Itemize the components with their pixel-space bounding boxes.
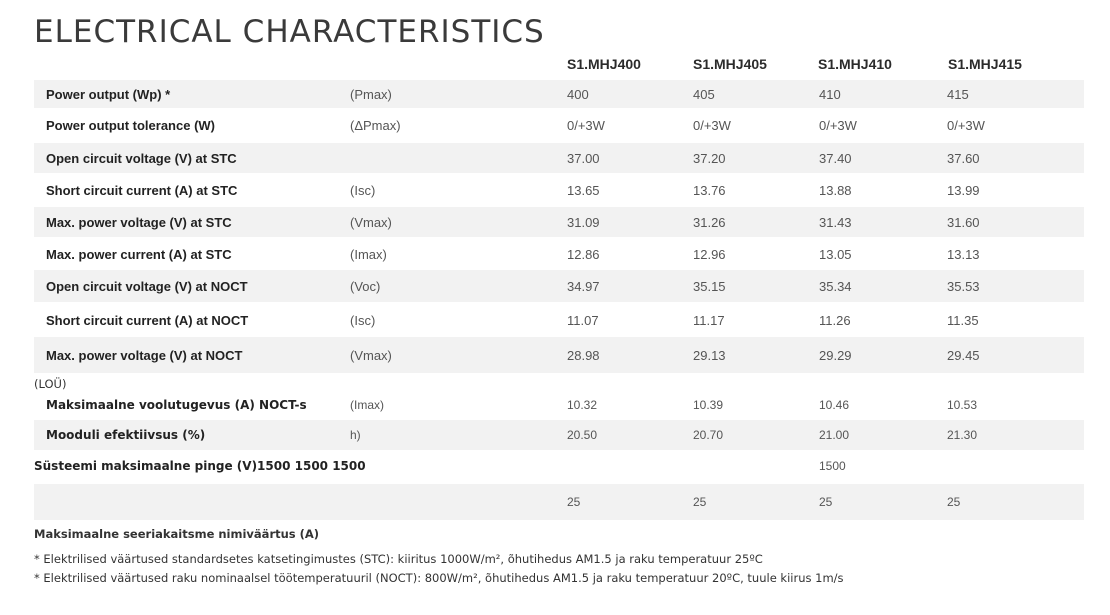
row-value-model-2: 31.26 [693,214,726,230]
row-value-model-4: 31.60 [947,214,980,230]
table-row [34,484,1084,520]
page-title: ELECTRICAL CHARACTERISTICS [34,14,545,50]
row-value-model-1: 25 [567,495,581,509]
row-value-model-4: 29.45 [947,347,980,363]
table-row [34,175,1084,205]
model-header-3: S1.MHJ410 [818,56,892,72]
row-value-model-1: 37.00 [567,150,600,166]
row-value-model-1: 12.86 [567,247,600,262]
table-row [34,420,1084,450]
table-row [34,143,1084,173]
row-value-model-2: 35.15 [693,278,726,294]
row-label: Max. power voltage (V) at NOCT [46,347,243,363]
table-row [34,337,1084,373]
row-value-model-2: 10.39 [693,398,724,412]
row-symbol: h) [350,428,361,442]
row-value-model-4: 11.35 [947,312,979,328]
row-value-model-4: 13.99 [947,182,980,198]
row-value-model-2: 37.20 [693,150,726,166]
row-value-model-4: 415 [947,86,969,102]
row-value-model-3: 10.46 [819,398,850,412]
model-header-1: S1.MHJ400 [567,56,641,72]
row-value-model-1: 20.50 [567,428,598,442]
row-value-model-1: 31.09 [567,214,600,230]
row-value-model-3: 13.05 [819,247,852,262]
row-value-model-2: 13.76 [693,182,726,198]
row-value-model-3: 21.00 [819,428,850,442]
row-label: Power output (Wp) * [46,86,171,102]
row-value-model-2: 20.70 [693,428,724,442]
table-row [34,390,1084,420]
row-value-model-1: 11.07 [567,312,599,328]
row-label: Max. power current (A) at STC [46,247,232,262]
table-row [34,451,1084,481]
row-value-model-1: 400 [567,86,589,102]
row-value-model-1: 13.65 [567,182,600,198]
table-row [34,80,1084,108]
row-value-model-2: 11.17 [693,312,725,328]
row-value-model-3: 25 [819,495,833,509]
loux-label: (LOÜ) [34,377,67,391]
table-row [34,110,1084,140]
row-symbol: (ΔPmax) [350,117,401,133]
row-value-model-2: 12.96 [693,247,726,262]
row-value-model-3: 410 [819,86,841,102]
row-value-model-4: 25 [947,495,961,509]
row-value-model-1: 10.32 [567,398,598,412]
row-label: Open circuit voltage (V) at STC [46,150,237,166]
row-value-model-3: 0/+3W [819,117,857,133]
row-label: Maksimaalne voolutugevus (A) NOCT-s [46,398,307,412]
row-value-model-1: 28.98 [567,347,600,363]
model-header-2: S1.MHJ405 [693,56,767,72]
row-value-model-2: 29.13 [693,347,726,363]
row-label: Short circuit current (A) at NOCT [46,312,249,328]
row-symbol: (Isc) [350,182,376,198]
row-value-model-2: 25 [693,495,707,509]
row-value-model-1: 34.97 [567,278,600,294]
row-value-model-4: 0/+3W [947,117,985,133]
row-value-model-4: 37.60 [947,150,980,166]
row-symbol: (Imax) [350,247,387,262]
row-value-model-2: 0/+3W [693,117,731,133]
row-symbol: (Vmax) [350,347,392,363]
table-row [34,303,1084,337]
row-value-model-1: 0/+3W [567,117,605,133]
row-value-model-4: 21.30 [947,428,978,442]
row-symbol: (Voc) [350,278,381,294]
row-value-model-3: 29.29 [819,347,852,363]
row-value-model-3: 35.34 [819,278,852,294]
row-value-model-4: 10.53 [947,398,978,412]
table-row [34,207,1084,237]
row-label: Short circuit current (A) at STC [46,182,238,198]
row-value-model-3: 31.43 [819,214,852,230]
row-value-model-3: 1500 [819,459,846,473]
table-row [34,270,1084,302]
row-value-model-3: 11.26 [819,312,851,328]
row-symbol: (Imax) [350,398,384,412]
row-symbol: (Isc) [350,312,376,328]
row-value-model-3: 37.40 [819,150,852,166]
row-label: Power output tolerance (W) [46,117,215,133]
row-label: Open circuit voltage (V) at NOCT [46,278,248,294]
row-value-model-4: 35.53 [947,278,980,294]
row-value-model-4: 13.13 [947,247,980,262]
row-symbol: (Pmax) [350,86,392,102]
footnote-noct: * Elektrilised väärtused raku nominaalsel töötemperatuuril (NOCT): 800W/m², õhutihedus AM1.5 ja raku temperatuur 20ºC, tuule kiirus 1m/s [34,571,844,585]
row-label: Mooduli efektiivsus (%) [46,428,206,442]
row-label: Süsteemi maksimaalne pinge (V)1500 1500 1500 [34,459,366,473]
footnote-stc: * Elektrilised väärtused standardsetes katsetingimustes (STC): kiiritus 1000W/m², õhutihedus AM1.5 ja raku temperatuur 25ºC [34,552,763,566]
row-value-model-3: 13.88 [819,182,852,198]
model-header-4: S1.MHJ415 [948,56,1022,72]
fuse-rating-label: Maksimaalne seeriakaitsme nimiväärtus (A) [34,527,320,541]
row-value-model-2: 405 [693,86,715,102]
table-row [34,239,1084,270]
row-label: Max. power voltage (V) at STC [46,214,232,230]
row-symbol: (Vmax) [350,214,392,230]
